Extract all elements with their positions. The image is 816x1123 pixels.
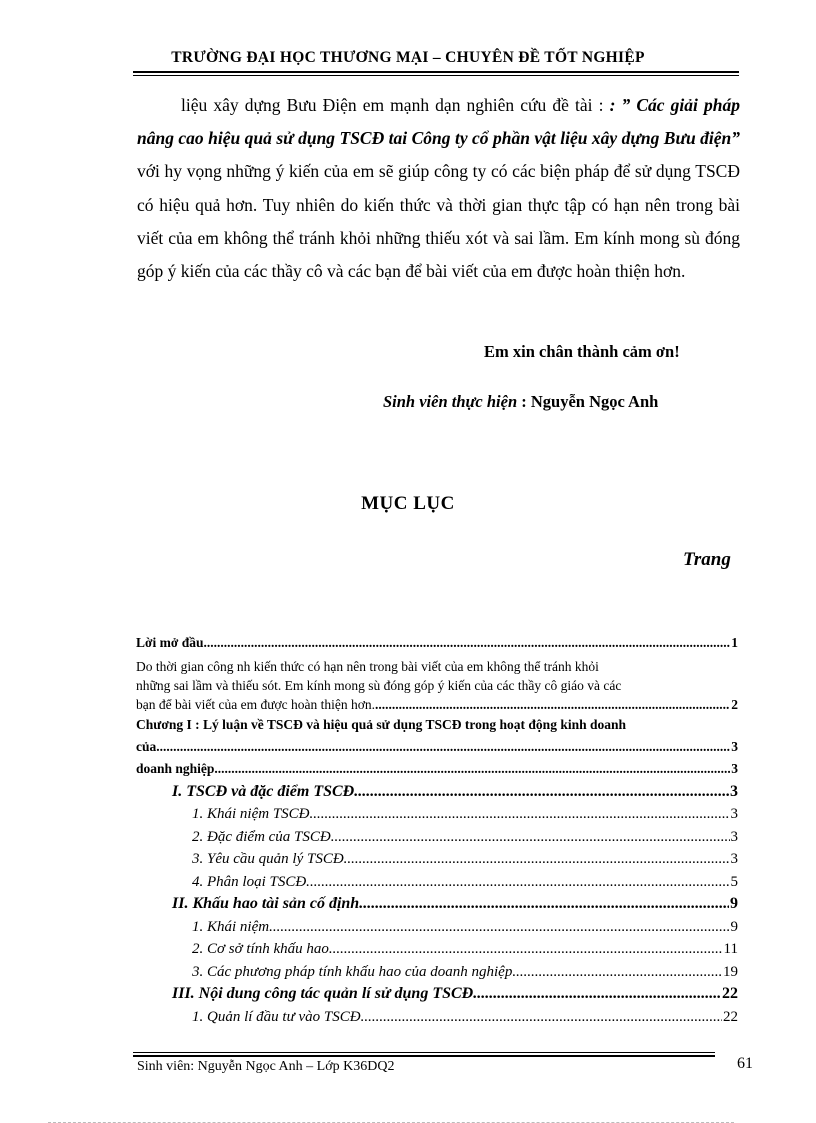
toc-entry-label: 1. Khái niệm TSCĐ. <box>192 806 314 822</box>
toc-subsection[interactable] <box>136 1006 738 1029</box>
toc-leader <box>214 758 730 781</box>
footer-student-info: Sinh viên: Nguyễn Ngọc Anh – Lớp K36DQ2 <box>137 1059 395 1074</box>
intro-text-before: liệu xây dựng Bưu Điện em mạnh dạn nghiên cứu đề tài : <box>181 95 610 115</box>
toc-leader <box>269 916 729 939</box>
toc-entry-page: 19 <box>723 963 738 980</box>
toc-paragraph-line: Do thời gian công nh kiến thức có hạn nên trong bài viết của em không thể tránh khỏi <box>136 658 599 674</box>
toc-leader <box>361 1006 722 1029</box>
toc-entry-page: 22 <box>723 1008 738 1025</box>
signature-line <box>383 392 658 412</box>
toc-leader <box>473 983 721 1006</box>
toc-subsection[interactable] <box>136 871 738 894</box>
toc-entry-label: III. Nội dung công tác quản lí sử dụng TSCĐ <box>172 985 474 1002</box>
toc-leader <box>335 826 730 849</box>
toc-entry-page: 5 <box>730 873 738 890</box>
toc-chapter-1-heading[interactable]: Chương I : Lý luận về TSCĐ và hiệu quả sử dụng TSCĐ trong hoạt động kinh doanh <box>136 716 626 732</box>
toc-entry-page: 3 <box>730 851 738 867</box>
toc-title: MỤC LỤC <box>361 493 455 514</box>
toc-subsection[interactable] <box>136 938 738 961</box>
toc-chapter-1-line-2[interactable] <box>136 736 738 759</box>
toc-chapter-1-line-3[interactable] <box>136 758 738 781</box>
thanks-line: Em xin chân thành cảm ơn! <box>484 342 680 361</box>
toc-entry-page: 3 <box>730 828 738 845</box>
toc-entry-page: 2 <box>731 696 738 712</box>
toc-subsection[interactable] <box>136 916 738 939</box>
toc-section-3[interactable] <box>136 983 738 1006</box>
toc-entry-label: 3. Yêu cầu quản lý TSCĐ. <box>192 851 348 867</box>
toc-page-header: Trang <box>683 549 731 570</box>
toc-entry-page: 3 <box>731 761 738 776</box>
toc-paragraph-line: bạn để bài viết của em được hoàn thiện hơn. <box>136 696 376 712</box>
toc-leader <box>329 938 723 961</box>
toc-entry-page: 11 <box>723 941 738 957</box>
toc-leader <box>347 848 729 871</box>
toc-entry-paragraph[interactable] <box>136 657 738 714</box>
toc-subsection[interactable] <box>136 803 738 826</box>
signer-name: Nguyễn Ngọc Anh <box>530 392 659 411</box>
intro-text-after: với hy vọng những ý kiến của em sẽ giúp công ty có các biện pháp để sử dụng TSCĐ có hiệu quả hơn. Tuy nhiên do kiến thức và thời gian thực tập có hạn nên trong bài viết của em không thể tránh khỏi những thiếu xót và sai lầm. Em kính mong sù đóng góp ý kiến của các thầy cô và các bạn để bài viết của em được hoàn thiện hơn. <box>137 161 740 282</box>
toc-entry-label: 2. Cơ sở tính khấu hao <box>192 941 329 957</box>
table-of-contents <box>136 632 738 1028</box>
toc-entry-label: 2. Đặc điểm của TSCĐ. <box>192 828 335 845</box>
toc-paragraph-line: những sai lầm và thiếu sót. Em kính mong sù đóng góp ý kiến của các thầy cô giáo và các <box>136 677 622 693</box>
toc-entry-intro[interactable] <box>136 632 738 655</box>
signer-label: Sinh viên thực hiện <box>383 392 518 411</box>
toc-entry-label: 4. Phân loại TSCĐ. <box>192 873 310 890</box>
toc-leader <box>516 961 722 984</box>
footer-page-number: 61 <box>737 1055 753 1072</box>
toc-leader <box>156 736 730 759</box>
toc-leader <box>354 781 729 804</box>
toc-section-2[interactable] <box>136 893 738 916</box>
toc-entry-page: 3 <box>731 738 738 754</box>
toc-entry-label: doanh nghiệp <box>136 761 215 776</box>
toc-entry-page: 3 <box>730 782 738 800</box>
toc-leader <box>313 803 729 826</box>
toc-leader <box>375 695 730 714</box>
toc-entry-page: 9 <box>730 918 738 935</box>
toc-entry-label: I. TSCĐ và đặc điểm TSCĐ <box>172 782 355 800</box>
toc-entry-label: 1. Quản lí đầu tư vào TSCĐ <box>192 1008 361 1025</box>
toc-leader <box>359 893 729 916</box>
toc-entry-page: 22 <box>722 985 738 1002</box>
thesis-title: : ” Các giải pháp nâng cao hiệu quả sử dụng TSCĐ tai Công ty cổ phần vật liệu xây dựng Bưu điện” <box>137 95 740 149</box>
toc-entry-label: 1. Khái niệm <box>192 918 270 935</box>
toc-entry-label: Lời mở đầu <box>136 635 204 650</box>
footer-rule-top <box>133 1052 715 1053</box>
toc-entry-label: II. Khấu hao tài sản cố định <box>172 895 360 912</box>
header-rule-bottom <box>133 75 739 76</box>
page-header-title: TRƯỜNG ĐẠI HỌC THƯƠNG MẠI – CHUYÊN ĐỀ TỐT NGHIỆP <box>171 49 645 66</box>
toc-entry-label: 3. Các phương pháp tính khấu hao của doanh nghiệp. <box>192 963 517 980</box>
toc-leader <box>310 871 730 894</box>
toc-section-1[interactable] <box>136 781 738 804</box>
toc-subsection[interactable] <box>136 961 738 984</box>
signer-separator: : <box>517 392 531 411</box>
toc-entry-page: 3 <box>730 806 738 822</box>
toc-leader <box>203 632 730 655</box>
intro-paragraph <box>137 89 740 288</box>
toc-entry-page: 9 <box>730 895 738 912</box>
toc-subsection[interactable] <box>136 848 738 871</box>
toc-subsection[interactable] <box>136 826 738 849</box>
footer-rule-bottom <box>133 1055 715 1057</box>
header-rule-top <box>133 71 739 73</box>
toc-entry-label: của <box>136 738 157 754</box>
toc-entry-page: 1 <box>731 635 738 650</box>
